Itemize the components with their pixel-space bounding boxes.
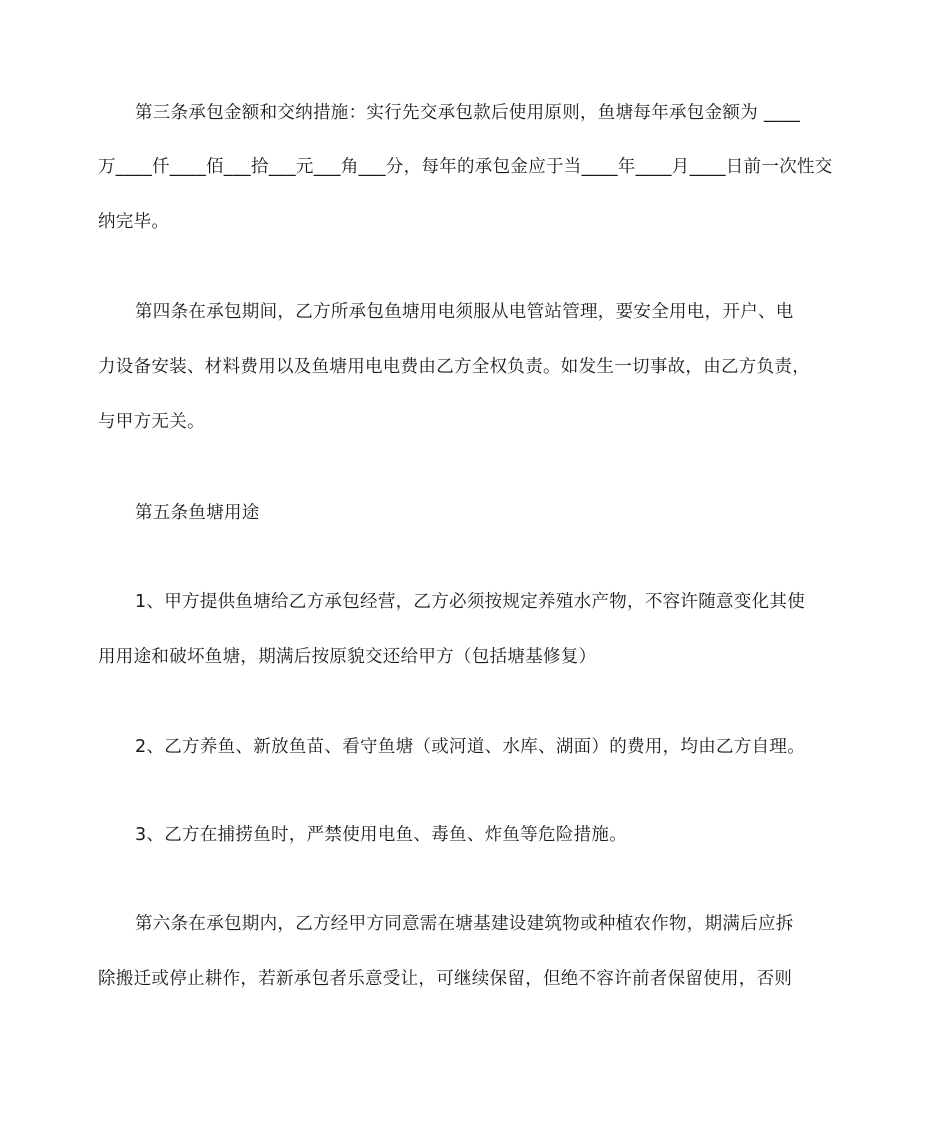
article-3-line-2: 万____仟____佰___拾___元___角___分，每年的承包金应于当____年____月____日前一次性交 bbox=[98, 157, 833, 177]
article-5-item-2: 2、乙方养鱼、新放鱼苗、看守鱼塘（或河道、水库、湖面）的费用，均由乙方自理。 bbox=[135, 737, 806, 757]
article-3-line-3: 纳完毕。 bbox=[98, 212, 170, 232]
article-4-line-3: 与甲方无关。 bbox=[98, 412, 205, 432]
article-5-item-1-line-1: 1、甲方提供鱼塘给乙方承包经营，乙方必须按规定养殖水产物，不容许随意变化其使 bbox=[135, 592, 806, 612]
article-4-line-2: 力设备安装、材料费用以及鱼塘用电电费由乙方全权负责。如发生一切事故，由乙方负责， bbox=[98, 357, 810, 377]
article-3-line-1: 第三条承包金额和交纳措施：实行先交承包款后使用原则，鱼塘每年承包金额为 ____ bbox=[135, 103, 801, 123]
article-5-item-3: 3、乙方在捕捞鱼时，严禁使用电鱼、毒鱼、炸鱼等危险措施。 bbox=[135, 825, 628, 845]
article-6-line-1: 第六条在承包期内，乙方经甲方同意需在塘基建设建筑物或种植农作物，期满后应拆 bbox=[135, 914, 794, 934]
article-6-line-2: 除搬迁或停止耕作，若新承包者乐意受让，可继续保留，但绝不容许前者保留使用，否则 bbox=[98, 969, 793, 989]
article-5-heading: 第五条鱼塘用途 bbox=[135, 503, 260, 523]
article-5-item-1-line-2: 用用途和破坏鱼塘，期满后按原貌交还给甲方（包括塘基修复） bbox=[98, 647, 597, 667]
article-4-line-1: 第四条在承包期间，乙方所承包鱼塘用电须服从电管站管理，要安全用电，开户、电 bbox=[135, 302, 794, 322]
